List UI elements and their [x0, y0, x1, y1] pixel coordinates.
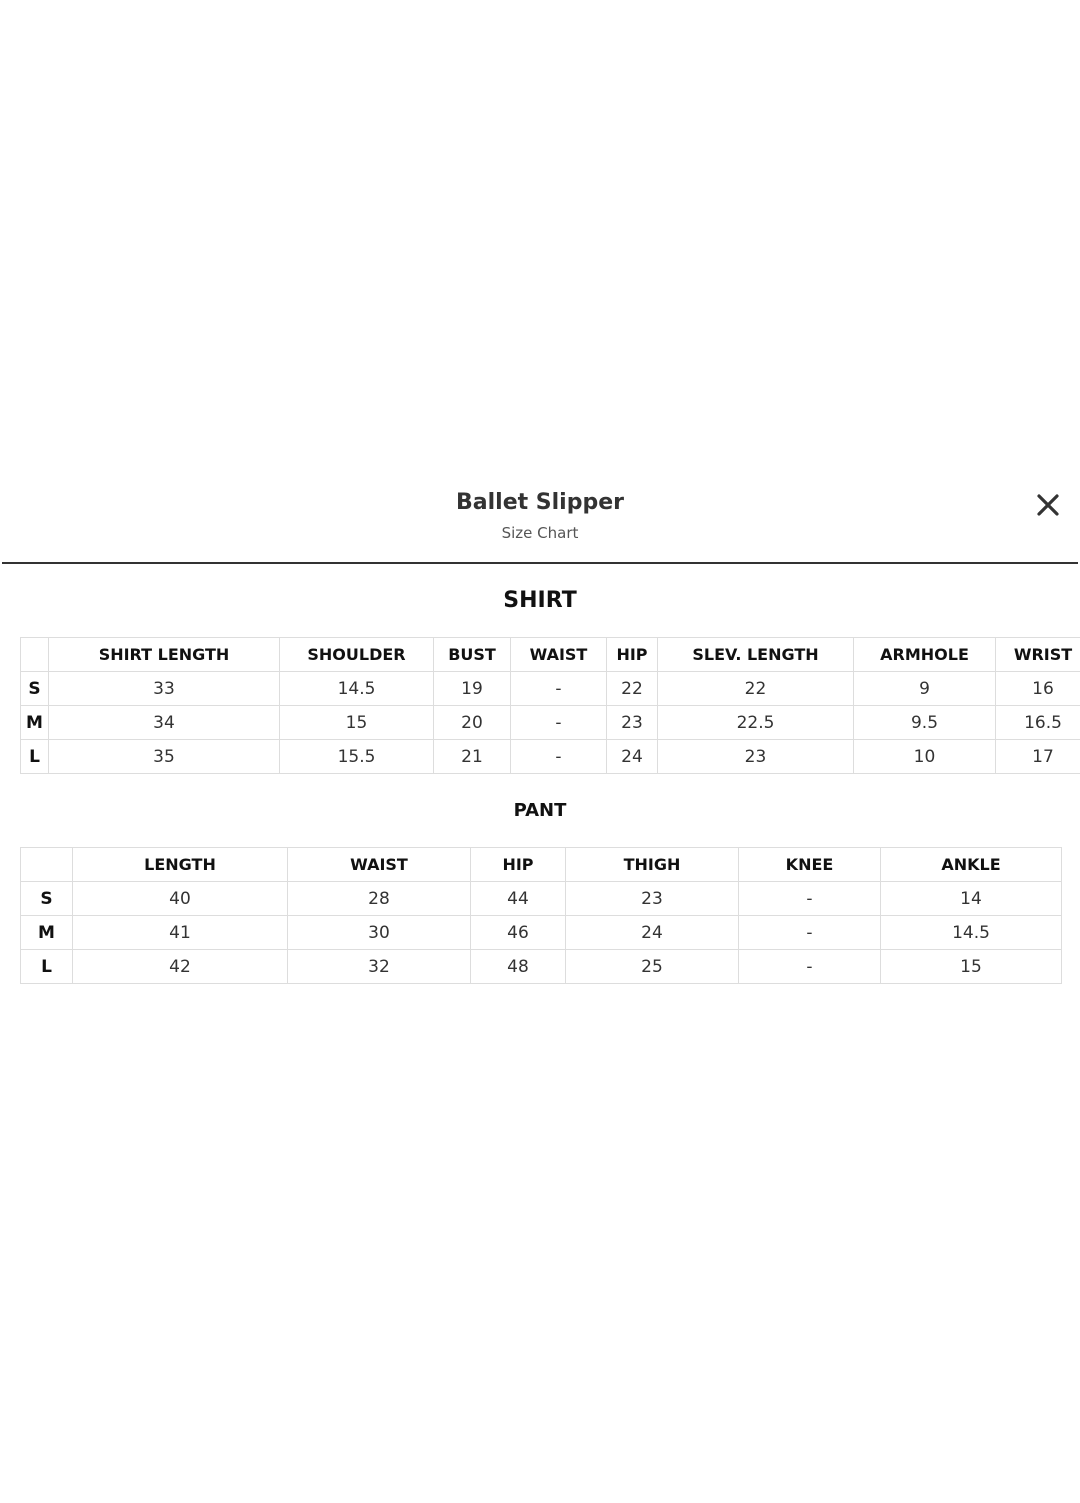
pant-section-title: PANT [513, 800, 567, 821]
table-cell: 48 [471, 950, 566, 984]
table-row [21, 740, 1080, 774]
table-row [21, 882, 1062, 916]
table-cell: 34 [49, 706, 280, 740]
shirt-col-header-slev-length: SLEV. LENGTH [658, 638, 854, 672]
table-row [21, 672, 1080, 706]
shirt-col-header-size [21, 638, 49, 672]
table-cell: 30 [288, 916, 471, 950]
table-cell: 44 [471, 882, 566, 916]
shirt-col-header-wrist: WRIST [996, 638, 1080, 672]
table-cell: - [739, 916, 881, 950]
size-label: L [21, 950, 73, 984]
shirt-section-title: SHIRT [503, 588, 577, 613]
table-cell: 33 [49, 672, 280, 706]
table-cell: 22 [658, 672, 854, 706]
table-cell: 15 [280, 706, 434, 740]
table-cell: 9.5 [854, 706, 996, 740]
pant-col-header-length: LENGTH [73, 848, 288, 882]
table-cell: 24 [607, 740, 658, 774]
table-cell: 15.5 [280, 740, 434, 774]
table-cell: 32 [288, 950, 471, 984]
table-cell: 22.5 [658, 706, 854, 740]
shirt-col-header-armhole: ARMHOLE [854, 638, 996, 672]
table-cell: 41 [73, 916, 288, 950]
table-row [21, 916, 1062, 950]
pant-col-header-knee: KNEE [739, 848, 881, 882]
table-cell: 28 [288, 882, 471, 916]
table-cell: 35 [49, 740, 280, 774]
modal-title: Ballet Slipper [456, 490, 624, 515]
table-cell: 23 [658, 740, 854, 774]
table-cell: - [511, 672, 607, 706]
pant-col-header-waist: WAIST [288, 848, 471, 882]
table-cell: - [739, 950, 881, 984]
size-label: M [21, 706, 49, 740]
size-label: L [21, 740, 49, 774]
shirt-size-table [20, 637, 1080, 774]
table-cell: 25 [566, 950, 739, 984]
header-divider [2, 562, 1078, 564]
size-label: S [21, 672, 49, 706]
pant-col-header-thigh: THIGH [566, 848, 739, 882]
shirt-col-header-hip: HIP [607, 638, 658, 672]
size-label: S [21, 882, 73, 916]
pant-size-table [20, 847, 1062, 984]
table-cell: 14.5 [280, 672, 434, 706]
table-cell: 20 [434, 706, 511, 740]
table-cell: 22 [607, 672, 658, 706]
close-icon [1030, 488, 1066, 524]
shirt-header-row [21, 638, 1080, 672]
shirt-col-header-shoulder: SHOULDER [280, 638, 434, 672]
table-cell: 16.5 [996, 706, 1080, 740]
pant-col-header-ankle: ANKLE [881, 848, 1062, 882]
pant-header-row [21, 848, 1062, 882]
table-cell: 14.5 [881, 916, 1062, 950]
table-cell: 9 [854, 672, 996, 706]
modal-header [0, 488, 1080, 558]
size-label: M [21, 916, 73, 950]
table-cell: - [511, 706, 607, 740]
modal-subtitle: Size Chart [501, 524, 579, 542]
table-cell: 16 [996, 672, 1080, 706]
table-cell: 23 [566, 882, 739, 916]
shirt-col-header-shirt-length: SHIRT LENGTH [49, 638, 280, 672]
table-cell: 21 [434, 740, 511, 774]
table-row [21, 706, 1080, 740]
table-row [21, 950, 1062, 984]
table-cell: 42 [73, 950, 288, 984]
table-cell: 15 [881, 950, 1062, 984]
table-cell: 24 [566, 916, 739, 950]
table-cell: 23 [607, 706, 658, 740]
close-button[interactable] [1030, 488, 1066, 524]
table-cell: - [511, 740, 607, 774]
table-cell: 19 [434, 672, 511, 706]
shirt-col-header-bust: BUST [434, 638, 511, 672]
pant-col-header-size [21, 848, 73, 882]
shirt-col-header-waist: WAIST [511, 638, 607, 672]
table-cell: 17 [996, 740, 1080, 774]
table-cell: 10 [854, 740, 996, 774]
table-cell: 40 [73, 882, 288, 916]
table-cell: 14 [881, 882, 1062, 916]
table-cell: - [739, 882, 881, 916]
table-cell: 46 [471, 916, 566, 950]
pant-col-header-hip: HIP [471, 848, 566, 882]
